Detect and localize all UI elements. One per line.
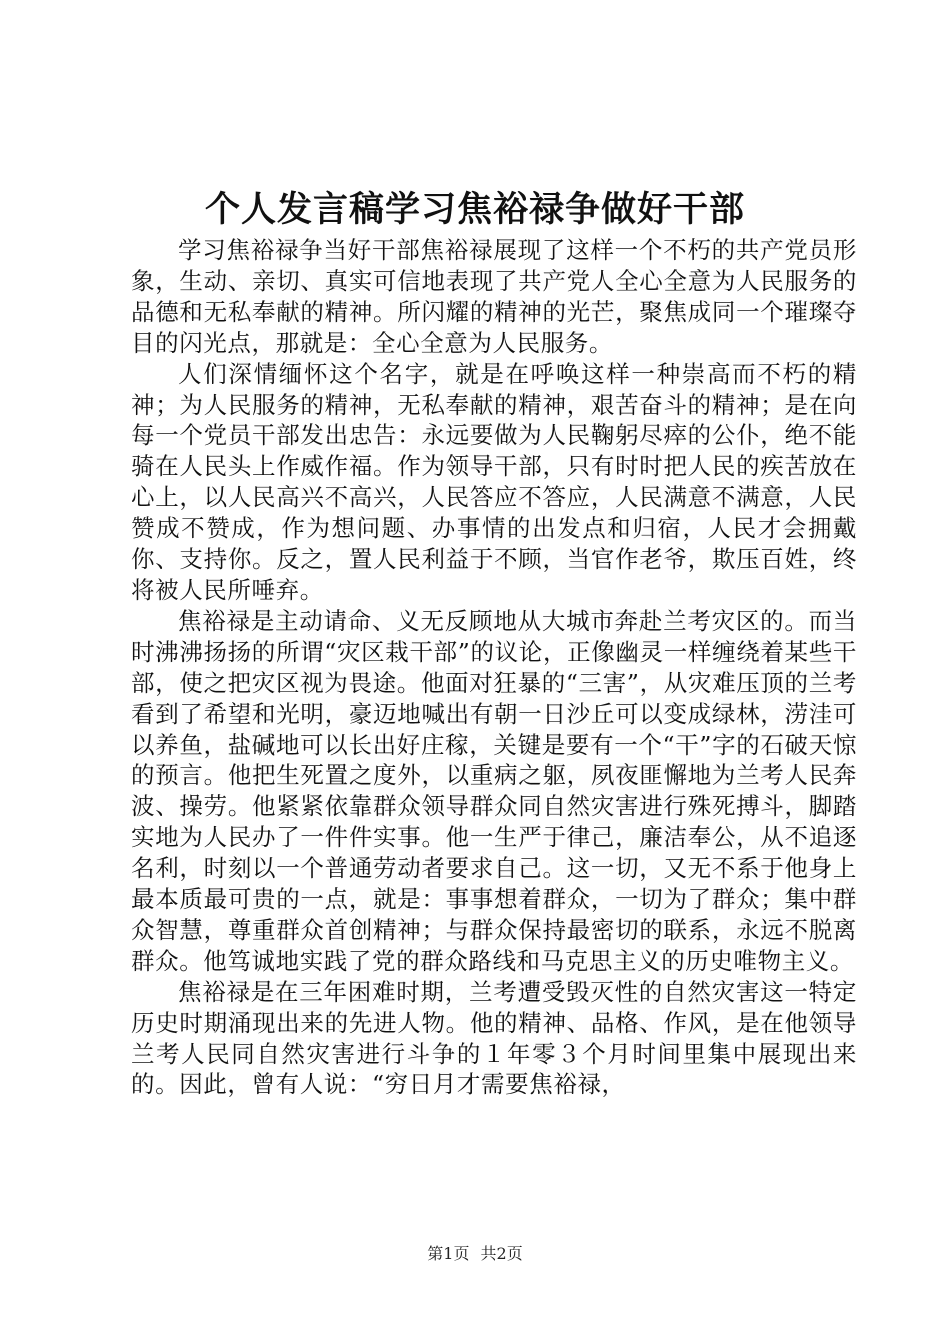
- paragraph-2: 人们深情缅怀这个名字，就是在呼唤这样一种崇高而不朽的精神；为人民服务的精神，无私奉献的精神，艰苦奋斗的精神；是在向每一个党员干部发出忠告：永远要做为人民鞠躬尽瘁的公仆，绝不能骑在人民头上作威作福。作为领导干部，只有时时把人民的疾苦放在心上，以人民高兴不高兴，人民答应不答应，人民满意不满意，人民赞成不赞成，作为想问题、办事情的出发点和归宿，人民才会拥戴你、支持你。反之，置人民利益于不顾，当官作老爷，欺压百姓，终将被人民所唾弃。: [131, 359, 857, 604]
- page-number: 第1页: [427, 1244, 470, 1263]
- paragraph-3: 焦裕禄是主动请命、义无反顾地从大城市奔赴兰考灾区的。而当时沸沸扬扬的所谓“灾区栽干部”的议论，正像幽灵一样缠绕着某些干部，使之把灾区视为畏途。他面对狂暴的“三害”，从灾难压顶的兰考看到了希望和光明，豪迈地喊出有朝一日沙丘可以变成绿林，涝洼可以养鱼，盐碱地可以长出好庄稼，关键是要有一个“干”字的石破天惊的预言。他把生死置之度外，以重病之躯，夙夜匪懈地为兰考人民奔波、操劳。他紧紧依靠群众领导群众同自然灾害进行殊死搏斗，脚踏实地为人民办了一件件实事。他一生严于律己，廉洁奉公，从不追逐名利，时刻以一个普通劳动者要求自己。这一切，又无不系于他身上最本质最可贵的一点，就是：事事想着群众，一切为了群众；集中群众智慧，尊重群众首创精神；与群众保持最密切的联系，永远不脱离群众。他笃诚地实践了党的群众路线和马克思主义的历史唯物主义。: [131, 606, 857, 975]
- paragraph-1: 学习焦裕禄争当好干部焦裕禄展现了这样一个不朽的共产党员形象，生动、亲切、真实可信地表现了共产党人全心全意为人民服务的品德和无私奉献的精神。所闪耀的精神的光芒，聚焦成同一个璀璨夺目的闪光点，那就是：全心全意为人民服务。: [131, 236, 857, 357]
- paragraph-4: 焦裕禄是在三年困难时期，兰考遭受毁灭性的自然灾害这一特定历史时期涌现出来的先进人物。他的精神、品格、作风，是在他领导兰考人民同自然灾害进行斗争的１年零３个月时间里集中展现出来的。因此，曾有人说：“穷日月才需要焦裕禄，: [131, 977, 857, 1099]
- document-title: 个人发言稿学习焦裕禄争做好干部: [204, 189, 745, 230]
- page-footer: [0, 1244, 950, 1264]
- document-body: [131, 235, 857, 1100]
- page-total: 共2页: [480, 1244, 523, 1263]
